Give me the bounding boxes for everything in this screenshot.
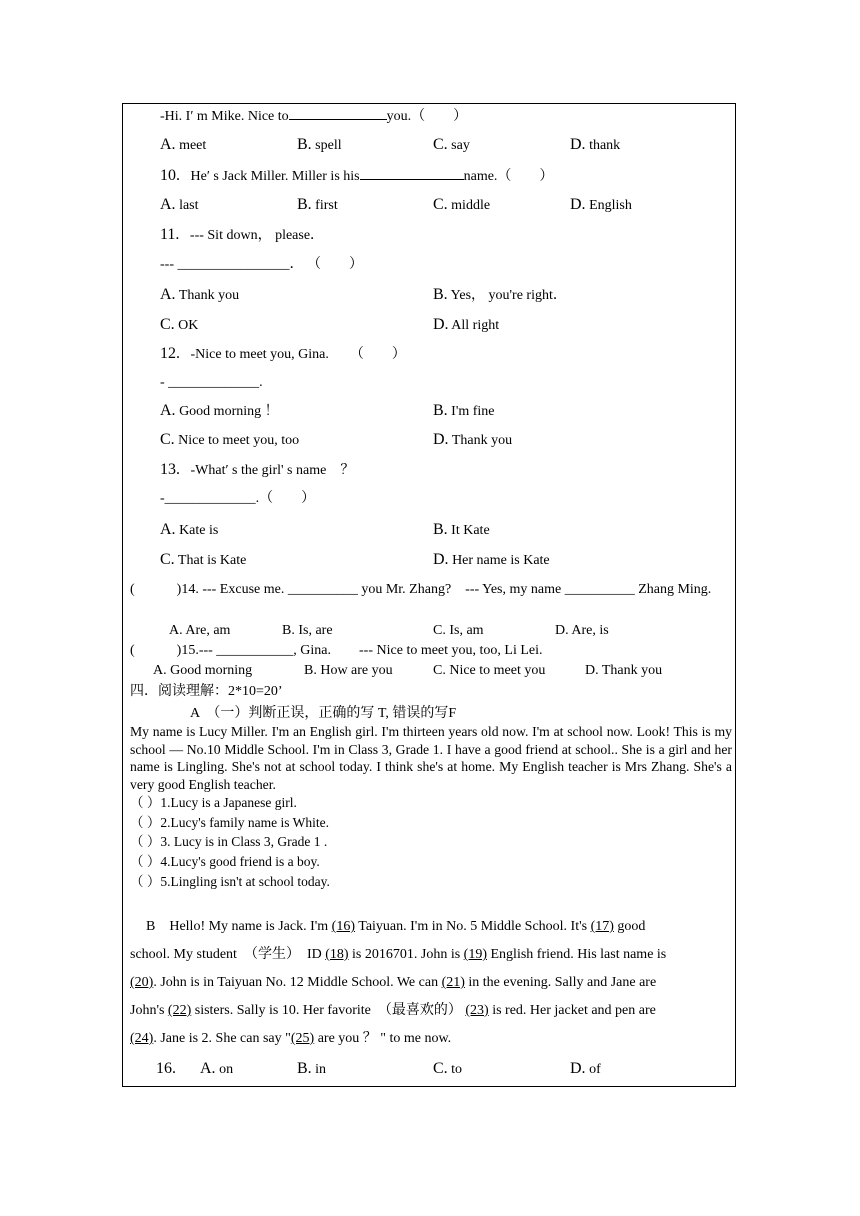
q10-option-c: C. middle: [433, 196, 491, 213]
statement-2: （ ）2.Lucy's family name is White.: [130, 815, 330, 830]
cloze-line-1: B Hello! My name is Jack. I'm (16) Taiyuan. I'm in No. 5 Middle School. It's (17) good: [146, 919, 646, 934]
blank-18: (18): [325, 947, 349, 962]
blank-17: (17): [590, 919, 614, 934]
q14-option-d: D. Are, is: [555, 623, 609, 638]
blank-23: (23): [465, 1003, 489, 1018]
q14-stem: ( )14. --- Excuse me. __________ you Mr. Zhang? --- Yes, my name __________ Zhang Ming.: [130, 582, 712, 597]
q16-number: 16.: [156, 1060, 176, 1077]
q9-option-c: C. say: [433, 136, 470, 153]
q16-option-b: B. in: [297, 1060, 327, 1077]
q10-option-b: B. first: [297, 196, 338, 213]
q11-answer-line: --- ________________． （ ）: [160, 257, 363, 272]
answer-blank: [360, 166, 464, 180]
blank-24: (24): [130, 1031, 154, 1046]
q13-answer-line: -_____________.（ ）: [160, 491, 316, 506]
q13-option-a: A. Kate is: [160, 521, 219, 538]
statement-3: （ ）3. Lucy is in Class 3, Grade 1 .: [130, 834, 328, 849]
q9-option-b: B. spell: [297, 136, 342, 153]
reading-passage-a: My name is Lucy Miller. I'm an English girl. I'm thirteen years old now. I'm at school now. Look! This is my school — No.10 Middle School. I'm in Class 3, Grade 1. I have a good friend at school.. She is a girl and her name is Lingling. She's not at school today. I think she's at home. My English teacher is Mrs Zhang. She's a very good English teacher.: [130, 724, 732, 792]
q9-option-a: A. meet: [160, 136, 207, 153]
statement-1: （ ）1.Lucy is a Japanese girl.: [130, 795, 297, 810]
cloze-line-3: (20). John is in Taiyuan No. 12 Middle School. We can (21) in the evening. Sally and Jane are: [130, 975, 657, 990]
q13-option-d: D. Her name is Kate: [433, 551, 550, 568]
cloze-line-2: school. My student （学生） ID (18) is 2016701. John is (19) English friend. His last name is: [130, 947, 667, 962]
blank-20: (20): [130, 975, 154, 990]
blank-21: (21): [441, 975, 465, 990]
q13-option-c: C. That is Kate: [160, 551, 247, 568]
q15-option-c: C. Nice to meet you: [433, 663, 546, 678]
q10-stem: 10. He′ s Jack Miller. Miller is his name.（ ）: [160, 167, 554, 184]
q13-option-b: B. It Kate: [433, 521, 490, 538]
q15-option-b: B. How are you: [304, 663, 393, 678]
q11-option-d: D. All right: [433, 316, 500, 333]
q15-option-d: D. Thank you: [585, 663, 663, 678]
q16-option-c: C. to: [433, 1060, 463, 1077]
q10-option-a: A. last: [160, 196, 199, 213]
q12-option-d: D. Thank you: [433, 431, 513, 448]
section-heading: 四．阅读理解：2*10=20’: [130, 684, 283, 699]
answer-blank: [289, 106, 387, 120]
q14-option-a: A. Are, am: [169, 623, 231, 638]
q12-option-c: C. Nice to meet you, too: [160, 431, 300, 448]
q12-stem: 12. -Nice to meet you, Gina. （ ）: [160, 345, 406, 362]
blank-16: (16): [331, 919, 355, 934]
part-a-title: A （一）判断正误，正确的写 T, 错误的写F: [190, 706, 457, 721]
q15-option-a: A. Good morning: [153, 663, 253, 678]
statement-4: （ ）4.Lucy's good friend is a boy.: [130, 854, 320, 869]
cloze-line-5: (24). Jane is 2. She can say "(25) are you ？ " to me now.: [130, 1031, 452, 1046]
q12-answer-line: - _____________.: [160, 375, 263, 390]
q12-option-b: B. I'm fine: [433, 402, 495, 419]
statement-5: （ ）5.Lingling isn't at school today.: [130, 874, 330, 889]
q16-option-d: D. of: [570, 1060, 601, 1077]
q14-option-c: C. Is, am: [433, 623, 484, 638]
q11-option-b: B. Yes， you're right．: [433, 286, 567, 303]
q11-stem: 11. --- Sit down， please．: [160, 226, 325, 243]
q13-stem: 13. -What′ s the girl' s name ？: [160, 461, 355, 478]
q15-stem: ( )15.--- ___________, Gina. --- Nice to meet you, too, Li Lei.: [130, 643, 543, 658]
blank-25: (25): [290, 1031, 315, 1046]
blank-19: (19): [463, 947, 487, 962]
q10-option-d: D. English: [570, 196, 632, 213]
blank-22: (22): [167, 1003, 192, 1018]
q14-option-b: B. Is, are: [282, 623, 333, 638]
q16-option-a: A. on: [200, 1060, 234, 1077]
q9-stem: -Hi. I′ m Mike. Nice to you.（ ）: [160, 106, 467, 126]
q9-option-d: D. thank: [570, 136, 621, 153]
cloze-line-4: John's (22) sisters. Sally is 10. Her favorite （最喜欢的） (23) is red. Her jacket and pen are: [130, 1003, 656, 1018]
q11-option-a: A. Thank you: [160, 286, 240, 303]
q12-option-a: A. Good morning ！: [160, 402, 279, 419]
q11-option-c: C. OK: [160, 316, 199, 333]
